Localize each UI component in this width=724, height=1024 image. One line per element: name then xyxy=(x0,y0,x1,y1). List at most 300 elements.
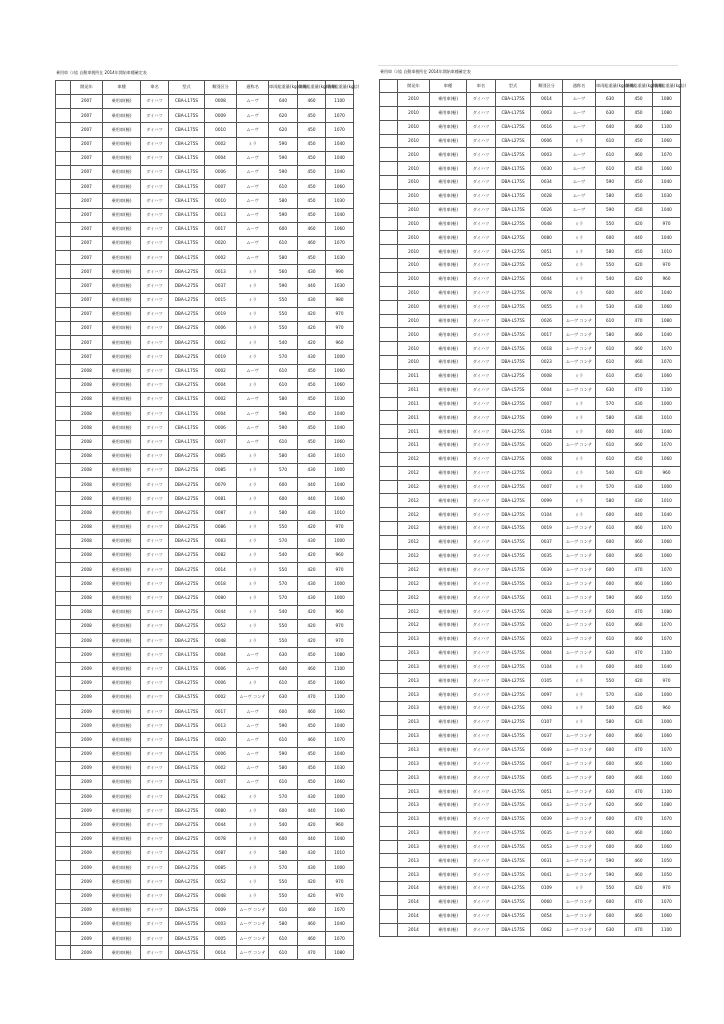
rear-axle-weight-cell: 430 xyxy=(298,861,326,875)
rear-axle-weight-cell: 460 xyxy=(625,868,653,882)
front-axle-weight-cell: 580 xyxy=(269,917,298,931)
model-name-cell: ミラ xyxy=(563,245,596,259)
right-page-title: 乗用車（ｼ協 自動車税所在 2014年開始車種確定表 xyxy=(380,69,471,74)
vehicle-type-cell: 乗用車(軽) xyxy=(430,522,467,536)
model-name-cell: ミラ xyxy=(563,134,596,148)
total-weight-cell: 1070 xyxy=(326,903,354,917)
front-axle-weight-cell: 590 xyxy=(596,203,625,217)
total-weight-cell: 1040 xyxy=(653,508,681,522)
vehicle-type-cell: 乗用車(軽) xyxy=(430,231,467,245)
model-code-cell: DBA-L575S xyxy=(496,632,531,646)
class-code-cell: 0010 xyxy=(205,194,237,208)
total-weight-cell: 960 xyxy=(326,818,354,832)
class-code-cell: 0035 xyxy=(531,826,563,840)
model-code-cell: DBA-L275S xyxy=(169,293,205,307)
model-name-cell: ムーヴ xyxy=(237,435,269,449)
front-axle-weight-cell: 540 xyxy=(596,466,625,480)
rear-axle-weight-cell: 450 xyxy=(298,123,326,137)
maker-cell: ダイハツ xyxy=(467,646,496,660)
rear-axle-weight-cell: 420 xyxy=(298,875,326,889)
rear-axle-weight-cell: 460 xyxy=(298,903,326,917)
rear-axle-weight-cell: 450 xyxy=(625,203,653,217)
model-code-cell: DBA-L275S xyxy=(169,534,205,548)
rear-axle-weight-cell: 450 xyxy=(298,676,326,690)
gutter-cell xyxy=(380,895,398,909)
table-row xyxy=(56,733,354,747)
year-cell: 2010 xyxy=(398,245,430,259)
year-cell: 2009 xyxy=(71,818,103,832)
maker-cell: ダイハツ xyxy=(467,231,496,245)
table-row xyxy=(380,134,681,148)
table-row xyxy=(380,591,681,605)
year-cell: 2010 xyxy=(398,148,430,162)
table-row xyxy=(380,176,681,190)
rear-axle-weight-cell: 420 xyxy=(298,818,326,832)
table-row xyxy=(56,279,354,293)
rear-axle-weight-cell: 460 xyxy=(625,619,653,633)
year-cell: 2008 xyxy=(71,449,103,463)
vehicle-type-cell: 乗用車(軽) xyxy=(103,747,141,761)
model-name-cell: ミラ xyxy=(563,272,596,286)
maker-cell: ダイハツ xyxy=(141,165,169,179)
maker-cell: ダイハツ xyxy=(467,674,496,688)
class-code-cell: 0002 xyxy=(205,392,237,406)
gutter-cell xyxy=(380,508,398,522)
class-code-cell: 0006 xyxy=(205,662,237,676)
model-code-cell: CBA-L175S xyxy=(169,236,205,250)
class-code-cell: 0007 xyxy=(205,435,237,449)
model-name-cell: ムーヴ コンテ xyxy=(563,356,596,370)
gutter-cell xyxy=(56,861,71,875)
total-weight-cell: 1010 xyxy=(326,846,354,860)
rear-axle-weight-cell: 460 xyxy=(625,591,653,605)
class-code-cell: 0004 xyxy=(531,383,563,397)
rear-axle-weight-cell: 460 xyxy=(625,342,653,356)
table-row xyxy=(380,674,681,688)
gutter-cell xyxy=(380,674,398,688)
model-name-cell: ムーヴ コンテ xyxy=(563,314,596,328)
class-code-cell: 0020 xyxy=(531,619,563,633)
gutter-cell xyxy=(380,646,398,660)
class-code-cell: 0082 xyxy=(205,790,237,804)
table-row xyxy=(56,293,354,307)
front-axle-weight-cell: 600 xyxy=(596,286,625,300)
maker-cell: ダイハツ xyxy=(141,676,169,690)
model-name-cell: ムーヴ xyxy=(563,176,596,190)
gutter-cell xyxy=(56,932,71,946)
total-weight-cell: 1060 xyxy=(653,840,681,854)
model-name-cell: ミラ xyxy=(237,676,269,690)
rear-axle-weight-cell: 420 xyxy=(298,605,326,619)
year-cell: 2010 xyxy=(398,259,430,273)
total-weight-cell: 970 xyxy=(326,520,354,534)
front-axle-weight-cell: 550 xyxy=(596,259,625,273)
vehicle-type-cell: 乗用車(軽) xyxy=(103,208,141,222)
model-name-cell: ムーヴ コンテ xyxy=(563,646,596,660)
class-code-cell: 0081 xyxy=(205,492,237,506)
model-name-cell: ムーヴ コンテ xyxy=(237,932,269,946)
model-code-cell: CBA-L175S xyxy=(169,364,205,378)
model-name-cell: ミラ xyxy=(563,480,596,494)
model-name-cell: ミラ xyxy=(237,832,269,846)
maker-cell: ダイハツ xyxy=(141,478,169,492)
total-weight-header: 車両総重量(kg)計 xyxy=(326,81,354,95)
front-axle-weight-cell: 630 xyxy=(269,648,298,662)
front-axle-weight-cell: 600 xyxy=(596,826,625,840)
year-cell: 2008 xyxy=(71,563,103,577)
year-cell: 2008 xyxy=(71,605,103,619)
year-cell: 2012 xyxy=(398,577,430,591)
rear-axle-weight-cell: 420 xyxy=(625,217,653,231)
table-row xyxy=(56,137,354,151)
rear-axle-weight-cell: 430 xyxy=(298,591,326,605)
vehicle-type-cell: 乗用車(軽) xyxy=(430,286,467,300)
table-row xyxy=(56,265,354,279)
rear-axle-weight-cell: 430 xyxy=(298,293,326,307)
right-vehicle-table xyxy=(379,79,687,937)
total-weight-cell: 1040 xyxy=(653,286,681,300)
total-weight-cell: 1070 xyxy=(653,148,681,162)
front-axle-weight-cell: 580 xyxy=(596,189,625,203)
model-code-cell: DBA-L175S xyxy=(169,719,205,733)
total-weight-cell: 1070 xyxy=(653,356,681,370)
class-code-cell: 0099 xyxy=(531,411,563,425)
maker-cell: ダイハツ xyxy=(467,425,496,439)
maker-cell: ダイハツ xyxy=(141,889,169,903)
class-code-cell: 0006 xyxy=(205,676,237,690)
model-name-cell: ミラ xyxy=(237,790,269,804)
total-weight-cell: 1070 xyxy=(653,632,681,646)
model-name-cell: ムーヴ xyxy=(563,148,596,162)
front-axle-weight-cell: 600 xyxy=(596,812,625,826)
gutter-cell xyxy=(56,95,71,109)
model-code-cell: DBA-L575S xyxy=(496,646,531,660)
gutter-cell xyxy=(56,279,71,293)
front-axle-weight-cell: 580 xyxy=(596,245,625,259)
total-weight-cell: 1000 xyxy=(326,861,354,875)
class-code-cell: 0044 xyxy=(205,605,237,619)
table-row xyxy=(56,165,354,179)
model-code-cell: DBA-L275S xyxy=(169,861,205,875)
maker-cell: ダイハツ xyxy=(467,771,496,785)
model-name-cell: ミラ xyxy=(563,660,596,674)
model-name-cell: ムーヴ xyxy=(237,705,269,719)
table-row xyxy=(380,411,681,425)
front-axle-weight-cell: 610 xyxy=(596,452,625,466)
table-row xyxy=(56,761,354,775)
gutter-cell xyxy=(380,743,398,757)
table-row xyxy=(56,889,354,903)
maker-cell: ダイハツ xyxy=(141,251,169,265)
model-name-cell: ムーヴ コンテ xyxy=(237,917,269,931)
total-weight-cell: 1010 xyxy=(326,506,354,520)
table-row xyxy=(56,846,354,860)
table-row xyxy=(380,328,681,342)
total-weight-cell: 1070 xyxy=(653,563,681,577)
total-weight-cell: 1040 xyxy=(653,328,681,342)
model-name-cell: ムーヴ xyxy=(237,407,269,421)
maker-cell: ダイハツ xyxy=(141,790,169,804)
vehicle-type-cell: 乗用車(軽) xyxy=(430,536,467,550)
model-code-cell: DBA-L575S xyxy=(496,909,531,923)
maker-cell: ダイハツ xyxy=(467,702,496,716)
class-code-cell: 0037 xyxy=(205,279,237,293)
vehicle-type-cell: 乗用車(軽) xyxy=(103,761,141,775)
model-name-cell: ミラ xyxy=(237,137,269,151)
model-name-cell: ムーヴ xyxy=(237,719,269,733)
gutter-cell xyxy=(380,300,398,314)
vehicle-type-cell: 乗用車(軽) xyxy=(430,632,467,646)
model-name-cell: ミラ xyxy=(237,322,269,336)
rear-axle-weight-cell: 450 xyxy=(298,180,326,194)
gutter-cell xyxy=(380,259,398,273)
gutter-cell xyxy=(56,251,71,265)
table-row xyxy=(56,478,354,492)
gutter-cell xyxy=(380,383,398,397)
model-code-cell: DBA-L575S xyxy=(496,439,531,453)
class-code-cell: 0026 xyxy=(531,314,563,328)
gutter-cell xyxy=(380,328,398,342)
class-code-cell: 0080 xyxy=(205,804,237,818)
vehicle-type-cell: 乗用車(軽) xyxy=(103,875,141,889)
model-code-cell: DBA-L275S xyxy=(496,660,531,674)
model-name-cell: ミラ xyxy=(563,369,596,383)
table-row xyxy=(380,439,681,453)
total-weight-cell: 1000 xyxy=(653,715,681,729)
class-code-cell: 0048 xyxy=(205,634,237,648)
vehicle-type-cell: 乗用車(軽) xyxy=(103,889,141,903)
maker-cell: ダイハツ xyxy=(467,148,496,162)
rear-axle-weight-cell: 460 xyxy=(625,536,653,550)
maker-cell: ダイハツ xyxy=(467,134,496,148)
class-code-cell: 0044 xyxy=(205,818,237,832)
table-row xyxy=(380,231,681,245)
rear-axle-weight-cell: 430 xyxy=(625,397,653,411)
total-weight-cell: 1060 xyxy=(653,771,681,785)
class-code-cell: 0006 xyxy=(531,134,563,148)
total-weight-cell: 1100 xyxy=(653,785,681,799)
class-code-cell: 0048 xyxy=(531,217,563,231)
model-code-cell: DBA-L575S xyxy=(169,932,205,946)
maker-cell: ダイハツ xyxy=(467,120,496,134)
total-weight-cell: 1000 xyxy=(326,790,354,804)
gutter-cell xyxy=(56,662,71,676)
class-code-cell: 0055 xyxy=(531,300,563,314)
table-row xyxy=(56,577,354,591)
model-code-cell: DBA-L575S xyxy=(496,923,531,937)
table-row xyxy=(380,757,681,771)
gutter-cell xyxy=(380,439,398,453)
vehicle-type-cell: 乗用車(軽) xyxy=(103,563,141,577)
year-cell: 2007 xyxy=(71,123,103,137)
maker-cell: ダイハツ xyxy=(467,162,496,176)
model-name-cell: ムーヴ xyxy=(237,364,269,378)
model-name-cell: ミラ xyxy=(563,259,596,273)
front-axle-weight-cell: 590 xyxy=(269,719,298,733)
front-axle-weight-cell: 590 xyxy=(269,279,298,293)
gutter-header xyxy=(56,81,71,95)
total-weight-cell: 990 xyxy=(326,265,354,279)
year-cell: 2007 xyxy=(71,180,103,194)
total-weight-cell: 1050 xyxy=(653,591,681,605)
model-name-cell: ムーヴ xyxy=(237,733,269,747)
model-name-cell: ムーヴ コンテ xyxy=(563,605,596,619)
vehicle-type-cell: 乗用車(軽) xyxy=(103,520,141,534)
year-cell: 2011 xyxy=(398,397,430,411)
front-axle-weight-cell: 610 xyxy=(596,134,625,148)
class-code-cell: 0004 xyxy=(205,407,237,421)
maker-cell: ダイハツ xyxy=(141,449,169,463)
vehicle-type-cell: 乗用車(軽) xyxy=(430,439,467,453)
rear-axle-weight-cell: 450 xyxy=(298,194,326,208)
total-weight-cell: 1060 xyxy=(653,162,681,176)
rear-axle-weight-cell: 470 xyxy=(298,946,326,960)
gutter-cell xyxy=(56,449,71,463)
class-code-cell: 0080 xyxy=(205,591,237,605)
model-code-cell: DBA-L275S xyxy=(169,350,205,364)
front-axle-weight-cell: 580 xyxy=(269,506,298,520)
maker-header: 車名 xyxy=(141,81,169,95)
model-name-cell: ムーヴ xyxy=(237,251,269,265)
maker-cell: ダイハツ xyxy=(141,222,169,236)
total-weight-cell: 1060 xyxy=(653,369,681,383)
model-code-header: 型式 xyxy=(496,80,531,93)
vehicle-type-cell: 乗用車(軽) xyxy=(430,411,467,425)
model-code-cell: DBA-L275S xyxy=(169,322,205,336)
model-code-cell: DBA-L275S xyxy=(496,480,531,494)
class-code-cell: 0087 xyxy=(205,846,237,860)
rear-axle-weight-cell: 420 xyxy=(625,702,653,716)
year-cell: 2007 xyxy=(71,222,103,236)
model-name-cell: ミラ xyxy=(237,534,269,548)
model-name-cell: ムーヴ コンテ xyxy=(563,854,596,868)
table-row xyxy=(56,421,354,435)
vehicle-type-cell: 乗用車(軽) xyxy=(103,251,141,265)
model-code-cell: DBA-L575S xyxy=(496,549,531,563)
table-row xyxy=(380,605,681,619)
model-name-cell: ミラ xyxy=(237,293,269,307)
vehicle-type-cell: 乗用車(軽) xyxy=(103,818,141,832)
year-cell: 2007 xyxy=(71,322,103,336)
vehicle-type-cell: 乗用車(軽) xyxy=(103,293,141,307)
gutter-cell xyxy=(380,148,398,162)
vehicle-type-cell: 乗用車(軽) xyxy=(430,480,467,494)
model-name-cell: ムーヴ コンテ xyxy=(563,812,596,826)
vehicle-type-cell: 乗用車(軽) xyxy=(430,189,467,203)
class-code-cell: 0041 xyxy=(531,868,563,882)
class-code-cell: 0004 xyxy=(205,151,237,165)
front-axle-weight-cell: 610 xyxy=(269,733,298,747)
model-code-cell: CBA-L575S xyxy=(496,383,531,397)
vehicle-type-cell: 乗用車(軽) xyxy=(430,342,467,356)
model-code-cell: DBA-L575S xyxy=(496,577,531,591)
model-code-cell: CBA-L175S xyxy=(169,435,205,449)
front-axle-header: 車両総重量(kg)前軸 xyxy=(596,80,625,93)
model-code-cell: CBA-L175S xyxy=(169,123,205,137)
gutter-cell xyxy=(380,826,398,840)
rear-axle-weight-cell: 450 xyxy=(298,208,326,222)
gutter-cell xyxy=(380,882,398,896)
model-code-cell: DBA-L575S xyxy=(496,619,531,633)
model-name-cell: ミラ xyxy=(563,466,596,480)
total-weight-cell: 1080 xyxy=(653,605,681,619)
class-code-cell: 0003 xyxy=(531,466,563,480)
rear-axle-weight-cell: 450 xyxy=(298,364,326,378)
model-code-cell: DBA-L575S xyxy=(169,917,205,931)
class-code-cell: 0085 xyxy=(205,449,237,463)
table-row xyxy=(380,356,681,370)
table-row xyxy=(56,776,354,790)
table-row xyxy=(380,383,681,397)
year-cell: 2009 xyxy=(71,846,103,860)
model-code-cell: DBA-L275S xyxy=(496,466,531,480)
model-name-cell: ムーヴ コンテ xyxy=(563,549,596,563)
front-axle-weight-cell: 550 xyxy=(269,293,298,307)
vehicle-type-cell: 乗用車(軽) xyxy=(103,478,141,492)
model-code-cell: DBA-L275S xyxy=(169,846,205,860)
model-code-cell: DBA-L175S xyxy=(169,705,205,719)
total-weight-cell: 960 xyxy=(326,336,354,350)
maker-cell: ダイハツ xyxy=(141,364,169,378)
total-weight-cell: 1060 xyxy=(653,134,681,148)
front-axle-weight-cell: 550 xyxy=(269,619,298,633)
class-code-cell: 0080 xyxy=(531,231,563,245)
vehicle-type-cell: 乗用車(軽) xyxy=(103,861,141,875)
model-code-cell: DBA-L275S xyxy=(496,286,531,300)
year-cell: 2010 xyxy=(398,328,430,342)
class-code-cell: 0104 xyxy=(531,425,563,439)
maker-cell: ダイハツ xyxy=(467,383,496,397)
gutter-cell xyxy=(380,771,398,785)
maker-cell: ダイハツ xyxy=(467,176,496,190)
total-weight-cell: 1060 xyxy=(326,776,354,790)
year-cell: 2009 xyxy=(71,761,103,775)
class-code-header: 類別区分 xyxy=(531,80,563,93)
vehicle-type-cell: 乗用車(軽) xyxy=(103,846,141,860)
table-row xyxy=(56,790,354,804)
rear-axle-weight-cell: 420 xyxy=(625,715,653,729)
class-code-cell: 0002 xyxy=(205,761,237,775)
maker-cell: ダイハツ xyxy=(141,733,169,747)
class-code-cell: 0007 xyxy=(205,180,237,194)
year-cell: 2011 xyxy=(398,411,430,425)
maker-cell: ダイハツ xyxy=(467,923,496,937)
class-code-cell: 0031 xyxy=(531,854,563,868)
maker-cell: ダイハツ xyxy=(141,109,169,123)
rear-axle-weight-cell: 440 xyxy=(298,478,326,492)
total-weight-cell: 1060 xyxy=(653,757,681,771)
year-cell: 2007 xyxy=(71,137,103,151)
gutter-cell xyxy=(380,356,398,370)
rear-axle-weight-cell: 450 xyxy=(625,452,653,466)
vehicle-type-cell: 乗用車(軽) xyxy=(430,646,467,660)
model-name-header: 通称名 xyxy=(237,81,269,95)
class-code-cell: 0109 xyxy=(531,882,563,896)
table-row xyxy=(380,494,681,508)
rear-axle-weight-cell: 430 xyxy=(298,534,326,548)
vehicle-type-cell: 乗用車(軽) xyxy=(103,946,141,960)
maker-cell: ダイハツ xyxy=(467,840,496,854)
rear-axle-weight-cell: 430 xyxy=(625,300,653,314)
table-row xyxy=(380,106,681,120)
table-row xyxy=(56,690,354,704)
gutter-cell xyxy=(56,194,71,208)
rear-axle-weight-cell: 460 xyxy=(298,236,326,250)
total-weight-cell: 1000 xyxy=(326,577,354,591)
front-axle-weight-cell: 610 xyxy=(596,522,625,536)
maker-cell: ダイハツ xyxy=(141,336,169,350)
total-weight-cell: 960 xyxy=(326,605,354,619)
